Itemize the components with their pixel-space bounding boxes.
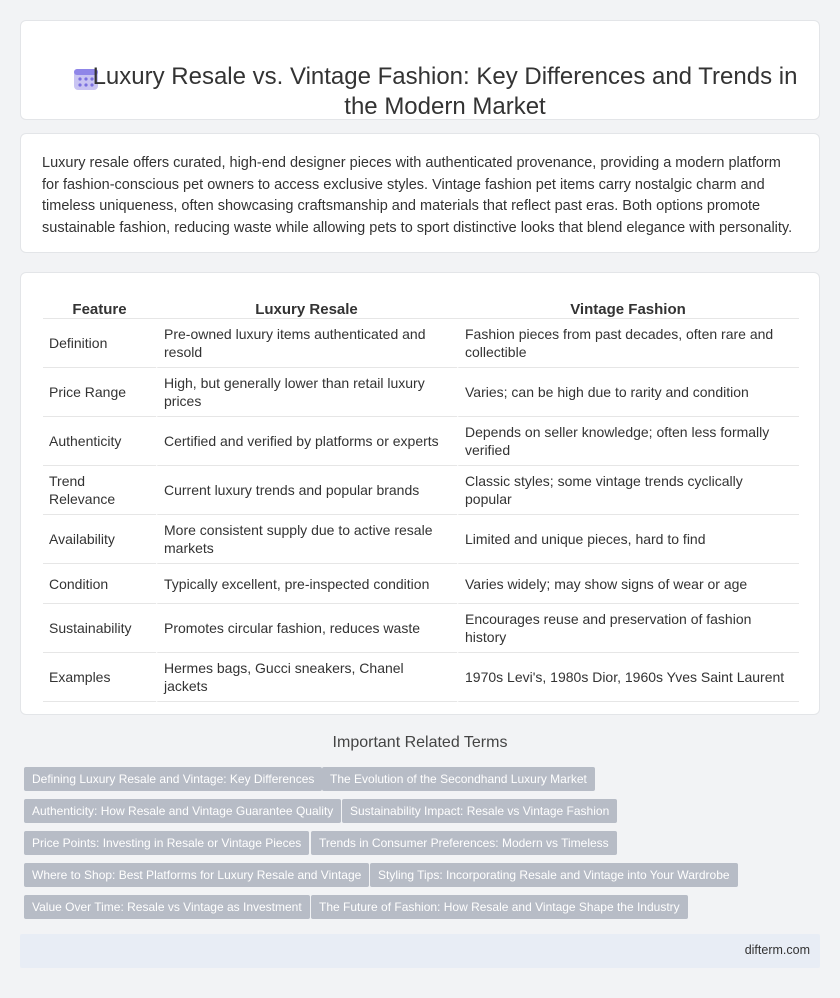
- related-term-tag[interactable]: Trends in Consumer Preferences: Modern vs Timeless: [311, 831, 617, 855]
- intro-text: Luxury resale offers curated, high-end designer pieces with authenticated provenance, providing a modern platform for fashion-conscious pet owners to access exclusive styles. Vintage fashion pet items carry nostalgic charm and timeless uniqueness, often showcasing craftsmanship and materials that reflect past eras. Both options promote sustainable fashion, reducing waste while allowing pets to sport distinctive looks that blend elegance with personality.: [42, 155, 793, 237]
- comparison-card: [20, 272, 820, 715]
- related-term-tag[interactable]: The Evolution of the Secondhand Luxury Market: [322, 767, 595, 791]
- vintage-fashion-cell: Limited and unique pieces, hard to find: [457, 515, 799, 564]
- column-header: Feature: [43, 293, 156, 319]
- page-title: Luxury Resale vs. Vintage Fashion: Key Differences and Trends in the Modern Market: [92, 63, 798, 120]
- related-term-tag[interactable]: Styling Tips: Incorporating Resale and Vintage into Your Wardrobe: [370, 863, 738, 887]
- related-term-tag[interactable]: Value Over Time: Resale vs Vintage as Investment: [24, 895, 310, 919]
- table-row: [43, 604, 799, 653]
- related-term-tag[interactable]: Sustainability Impact: Resale vs Vintage Fashion: [342, 799, 617, 823]
- intro-card: [20, 133, 820, 253]
- feature-cell: Sustainability: [43, 604, 156, 653]
- table-row: [43, 417, 799, 466]
- column-header: Luxury Resale: [156, 293, 457, 319]
- table-header-row: [43, 293, 799, 319]
- luxury-resale-cell: Current luxury trends and popular brands: [156, 466, 457, 515]
- related-term-tag[interactable]: Authenticity: How Resale and Vintage Guarantee Quality: [24, 799, 341, 823]
- vintage-fashion-cell: Encourages reuse and preservation of fashion history: [457, 604, 799, 653]
- related-terms-title: Important Related Terms: [332, 734, 508, 751]
- table-row: [43, 368, 799, 417]
- vintage-fashion-cell: Depends on seller knowledge; often less formally verified: [457, 417, 799, 466]
- related-term-tag[interactable]: Price Points: Investing in Resale or Vintage Pieces: [24, 831, 309, 855]
- comparison-table: [43, 293, 799, 702]
- vintage-fashion-cell: Classic styles; some vintage trends cyclically popular: [457, 466, 799, 515]
- table-row: [43, 653, 799, 702]
- feature-cell: Trend Relevance: [43, 466, 156, 515]
- luxury-resale-cell: Certified and verified by platforms or experts: [156, 417, 457, 466]
- feature-cell: Authenticity: [43, 417, 156, 466]
- luxury-resale-cell: More consistent supply due to active resale markets: [156, 515, 457, 564]
- feature-cell: Availability: [43, 515, 156, 564]
- luxury-resale-cell: Pre-owned luxury items authenticated and resold: [156, 319, 457, 368]
- table-row: [43, 515, 799, 564]
- table-row: [43, 319, 799, 368]
- related-term-tag[interactable]: Where to Shop: Best Platforms for Luxury Resale and Vintage: [24, 863, 369, 887]
- feature-cell: Condition: [43, 564, 156, 604]
- luxury-resale-cell: Typically excellent, pre-inspected condition: [156, 564, 457, 604]
- table-row: [43, 564, 799, 604]
- feature-cell: Definition: [43, 319, 156, 368]
- vintage-fashion-cell: 1970s Levi's, 1980s Dior, 1960s Yves Saint Laurent: [457, 653, 799, 702]
- column-header: Vintage Fashion: [457, 293, 799, 319]
- vintage-fashion-cell: Varies widely; may show signs of wear or age: [457, 564, 799, 604]
- vintage-fashion-cell: Fashion pieces from past decades, often rare and collectible: [457, 319, 799, 368]
- feature-cell: Examples: [43, 653, 156, 702]
- related-term-tag[interactable]: Defining Luxury Resale and Vintage: Key Differences: [24, 767, 322, 791]
- vintage-fashion-cell: Varies; can be high due to rarity and condition: [457, 368, 799, 417]
- feature-cell: Price Range: [43, 368, 156, 417]
- luxury-resale-cell: Hermes bags, Gucci sneakers, Chanel jackets: [156, 653, 457, 702]
- header-card: [20, 20, 820, 120]
- footer-site[interactable]: difterm.com: [744, 943, 810, 957]
- luxury-resale-cell: High, but generally lower than retail luxury prices: [156, 368, 457, 417]
- table-row: [43, 466, 799, 515]
- luxury-resale-cell: Promotes circular fashion, reduces waste: [156, 604, 457, 653]
- related-term-tag[interactable]: The Future of Fashion: How Resale and Vintage Shape the Industry: [311, 895, 688, 919]
- footer: [20, 934, 820, 968]
